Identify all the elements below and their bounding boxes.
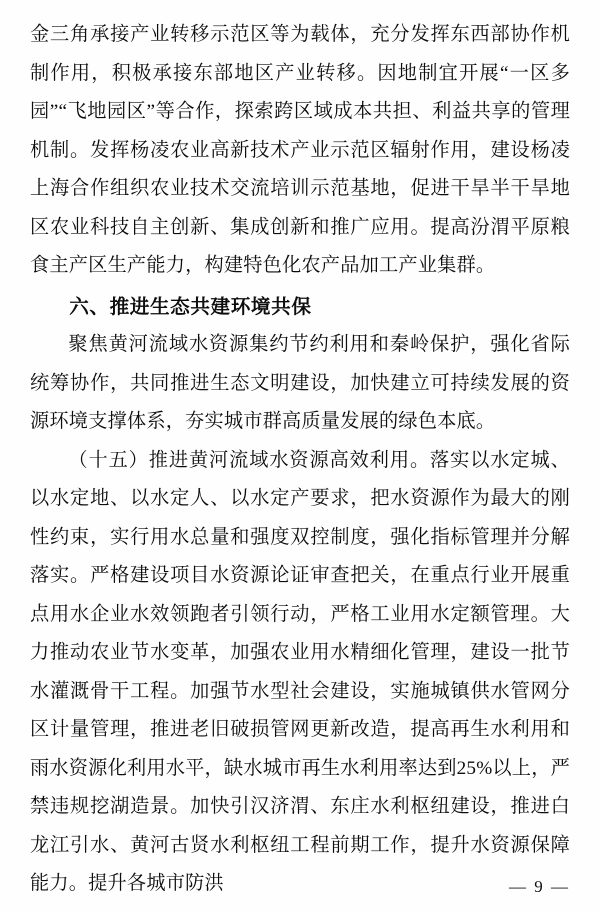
paragraph-body-3: （十五）推进黄河流域水资源高效利用。落实以水定城、以水定地、以水定人、以水定产要求，把水资源作为最大的刚性约束，实行用水总量和强度双控制度，强化指标管理并分解落实。严格建设项目水资源论证审查把关，在重点行业开展重点用水企业水效领跑者引领行动，严格工业用水定额管理。大力推动农业节水变革，加强农业用水精细化管理，建设一批节水灌溉骨干工程。加强节水型社会建设，实施城镇供水管网分区计量管理，推进老旧破损管网更新改造，提高再生水利用和雨水资源化利用水平，缺水城市再生水利用率达到25%以上，严禁违规挖湖造景。加快引汉济渭、东庄水利枢纽建设，推进白龙江引水、黄河古贤水利枢纽工程前期工作，提升水资源保障能力。提升各城市防洪 bbox=[30, 449, 570, 894]
page-number: — 9 — bbox=[509, 877, 570, 896]
section-heading-six: 六、推进生态共建环境共保 bbox=[69, 295, 312, 318]
paragraph-body-2: 聚焦黄河流域水资源集约节约利用和秦岭保护，强化省际统筹协作，共同推进生态文明建设，加快建立可持续发展的资源环境支撑体系，夯实城市群高质量发展的绿色本底。 bbox=[30, 334, 570, 432]
paragraph-body-1: 金三角承接产业转移示范区等为载体，充分发挥东西部协作机制作用，积极承接东部地区产业转移。因地制宜开展“一区多园”“飞地园区”等合作，探索跨区域成本共担、利益共享的管理机制。发挥杨凌农业高新技术产业示范区辐射作用，建设杨凌上海合作组织农业技术交流培训示范基地，促进干旱半干旱地区农业科技自主创新、集成创新和推广应用。提高汾渭平原粮食主产区生产能力，构建特色化农产品加工产业集群。 bbox=[30, 24, 570, 276]
